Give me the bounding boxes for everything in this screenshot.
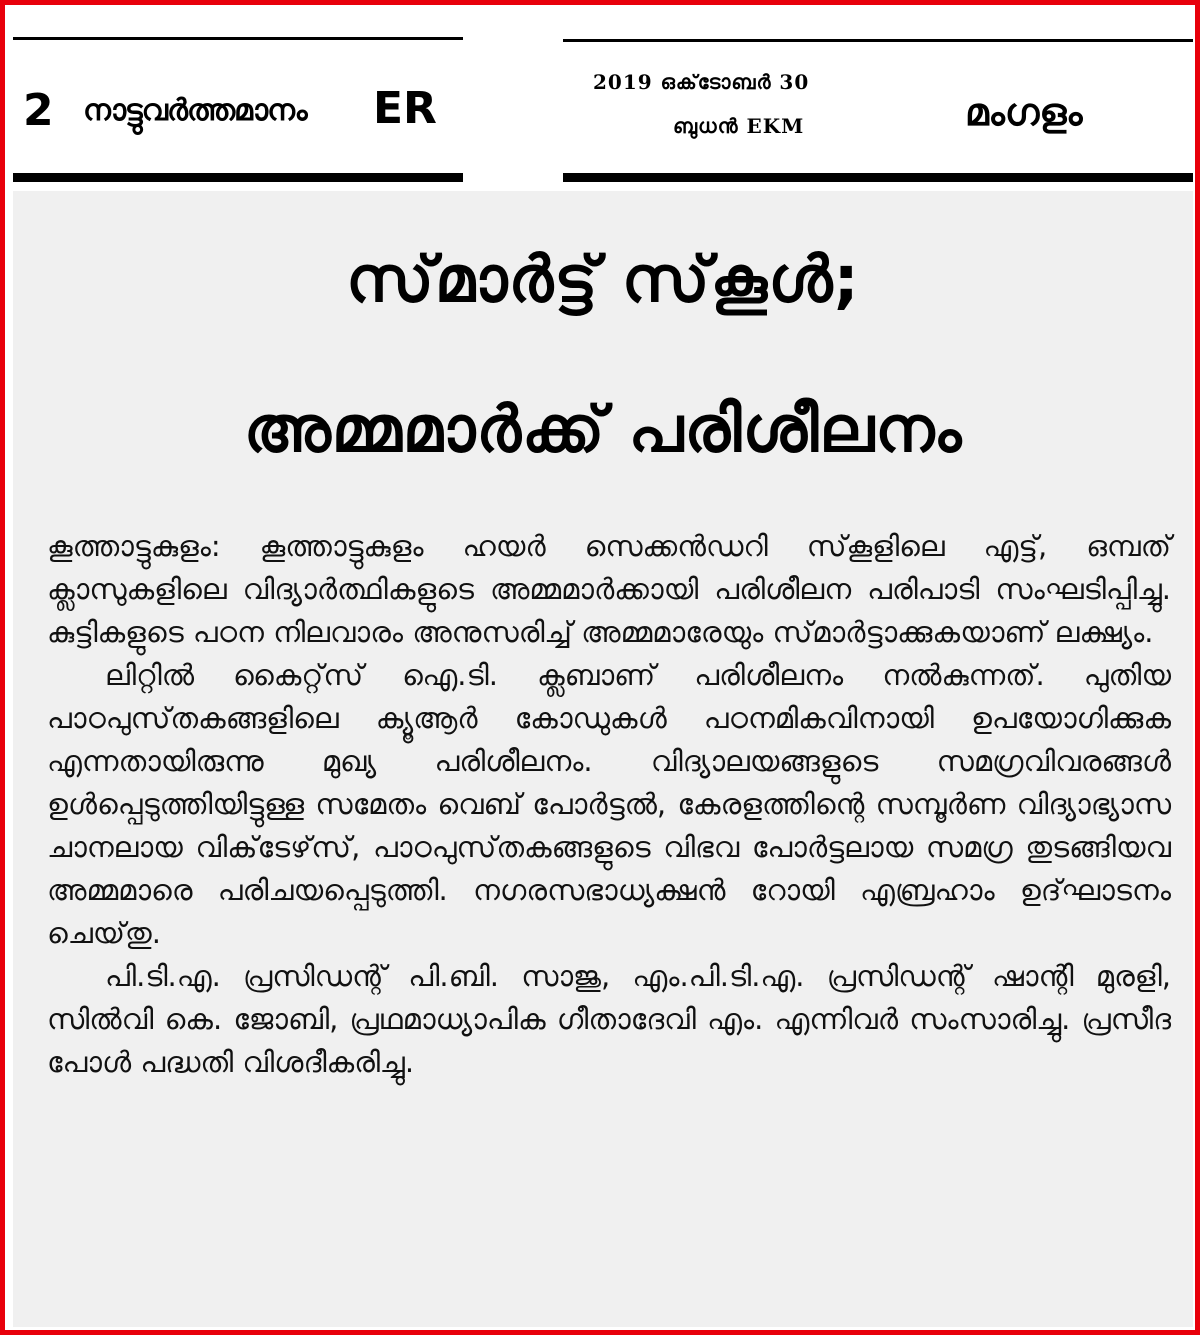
- header-rule-bottom: [13, 173, 463, 182]
- page-number: 2: [23, 85, 54, 136]
- header-rule-top: [563, 39, 1193, 42]
- article-paragraph: കൂത്താട്ടുകുളം: കൂത്താട്ടുകുളം ഹയർ സെക്കൻഡറി സ്‌കൂളിലെ എട്ട്, ഒമ്പത് ക്ലാസുകളിലെ വിദ്യാർത്ഥികളുടെ അമ്മമാർക്കായി പരിശീലന പരിപാടി സംഘടിപ്പിച്ചു. കുട്ടികളുടെ പഠന നിലവാരം അനുസരിച്ച് അമ്മമാരേയും സ്‌മാർട്ടാക്കുകയാണ് ലക്ഷ്യം.: [47, 529, 1171, 649]
- headline-line-2: അമ്മമാർക്ക് പരിശീലനം: [243, 393, 963, 467]
- article-paragraph: ലിറ്റിൽ കൈറ്റ്‌സ് ഐ.ടി. ക്ലബാണ് പരിശീലനം നൽകുന്നത്. പുതിയ പാഠപുസ്‌തകങ്ങളിലെ ക്യൂആർ കോഡുകൾ പഠനമികവിനായി ഉപയോഗിക്കുക എന്നതായിരുന്നു മുഖ്യ പരിശീലനം. വിദ്യാലയങ്ങളുടെ സമഗ്രവിവരങ്ങൾ ഉൾപ്പെടുത്തിയിട്ടുള്ള സമേതം വെബ് പോർട്ടൽ, കേരളത്തിന്റെ സമ്പൂർണ വിദ്യാഭ്യാസ ചാനലായ വിക്‌ടേഴ്‌സ്, പാഠപുസ്‌തകങ്ങളുടെ വിഭവ പോർട്ടലായ സമഗ്ര തുടങ്ങിയവ അമ്മമാരെ പരിചയപ്പെടുത്തി. നഗരസഭാധ്യക്ഷൻ റോയി എബ്രഹാം ഉദ്‌ഘാടനം ചെയ്‌തു.: [47, 658, 1171, 950]
- newspaper-masthead: മംഗളം: [965, 90, 1083, 134]
- news-article: [13, 191, 1193, 1327]
- header-rule-bottom: [563, 173, 1193, 182]
- header-right-block: [563, 39, 1193, 183]
- section-name: നാട്ടുവർത്തമാനം: [83, 93, 307, 128]
- publication-day: ബുധൻ EKM: [673, 114, 805, 138]
- publication-date: 2019 ഒക്‌ടോബർ 30: [593, 70, 810, 94]
- article-paragraph: പി.ടി.എ. പ്രസിഡന്റ് പി.ബി. സാജു, എം.പി.ടി.എ. പ്രസിഡന്റ് ഷാന്റി മുരളി, സിൽവി കെ. ജോബി, പ്രഥമാധ്യാപിക ഗീതാദേവി എം. എന്നിവർ സംസാരിച്ചു. പ്രസീദ പോൾ പദ്ധതി വിശദീകരിച്ചു.: [47, 959, 1171, 1079]
- headline-line-1: സ്‌മാർട്ട് സ്‌കൂൾ;: [346, 243, 860, 317]
- header-rule-top: [13, 37, 463, 40]
- header-left-block: [13, 37, 463, 183]
- edition-code: ER: [373, 83, 437, 134]
- article-body: [47, 525, 1171, 1084]
